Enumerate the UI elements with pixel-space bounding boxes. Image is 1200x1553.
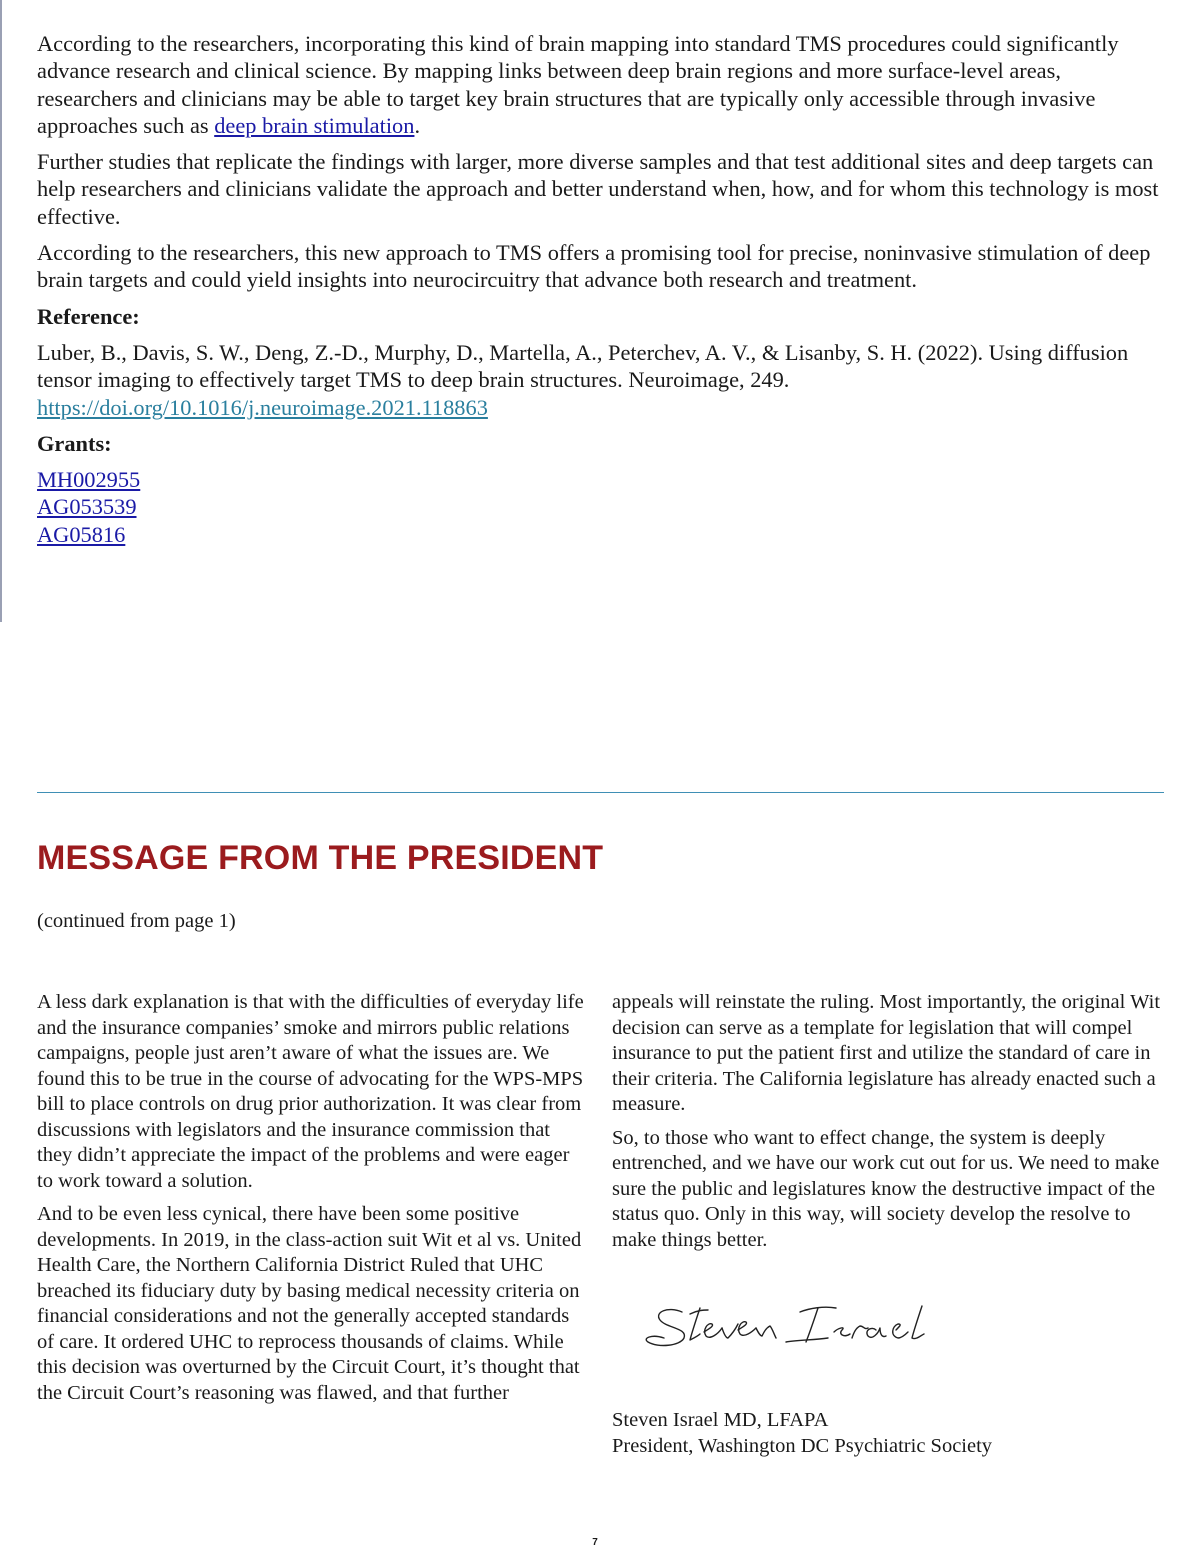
left-paragraph-2: And to be even less cynical, there have been some positive developments. In 2019, in the class-action suit Wit et al vs. United Health Care, the Northern California District Ruled that UHC breached its fiduciary duty by basing medical necessity criteria on financial considerations and not the generally accepted standards of care. It ordered UHC to reprocess thousands of claims. While this decision was overturned by the Circuit Court, it’s thought that the Circuit Court’s reasoning was flawed, and that further	[37, 1203, 582, 1404]
grant-item	[37, 493, 1167, 520]
signer-name: Steven Israel MD, LFAPA	[612, 1409, 829, 1431]
right-column	[612, 990, 1168, 1261]
article-paragraph-1-text: According to the researchers, incorporating this kind of brain mapping into standard TMS procedures could significantly advance research and clinical science. By mapping links between deep brain regions and more surface-level areas, researchers and clinicians may be able to target key brain structures that are typically only accessible through invasive approaches such as	[37, 31, 1119, 138]
grant-item	[37, 466, 1167, 493]
section-title: MESSAGE FROM THE PRESIDENT	[37, 839, 604, 877]
grant-link-mh002955[interactable]: MH002955	[37, 467, 141, 493]
left-margin-rule	[0, 0, 2, 622]
article-paragraph-2: Further studies that replicate the findings with larger, more diverse samples and that test additional sites and deep targets can help researchers and clinicians validate the approach and better understand when, how, and for whom this technology is most effective.	[37, 149, 1159, 229]
signer-block	[612, 1407, 992, 1459]
deep-brain-stimulation-link[interactable]: deep brain stimulation	[214, 112, 415, 138]
grants-list	[37, 466, 1167, 548]
article-paragraph-1-end: .	[414, 112, 421, 138]
grant-link-ag053539[interactable]: AG053539	[37, 494, 137, 520]
grants-heading: Grants:	[37, 430, 112, 456]
continued-note: (continued from page 1)	[37, 910, 236, 932]
right-paragraph-1: appeals will reinstate the ruling. Most importantly, the original Wit decision can serve as a template for legislation that will compel insurance to put the patient first and utilize the standard of care in their criteria. The California legislature has already enacted such a measure.	[612, 991, 1161, 1115]
right-paragraph-2: So, to those who want to effect change, the system is deeply entrenched, and we have our work cut out for us. We need to make sure the public and legislatures know the destructive impact of the status quo. Only in this way, will society develop the resolve to make things better.	[612, 1126, 1160, 1251]
article-paragraph-3: According to the researchers, this new approach to TMS offers a promising tool for precise, noninvasive stimulation of deep brain targets and could yield insights into neurocircuitry that advance both research and treatment.	[37, 240, 1151, 293]
left-paragraph-1: A less dark explanation is that with the difficulties of everyday life and the insurance companies’ smoke and mirrors public relations campaigns, people just aren’t aware of what the issues are. We found this to be true in the course of advocating for the WPS-MPS bill to place controls on drug prior authorization. It was clear from discussions with legislators and the insurance commission that they didn’t appreciate the impact of the problems and were eager to work toward a solution.	[37, 991, 584, 1192]
grant-item	[37, 521, 1167, 548]
signer-title: President, Washington DC Psychiatric Society	[612, 1435, 993, 1457]
reference-doi-link[interactable]: https://doi.org/10.1016/j.neuroimage.2021.118863	[37, 394, 488, 420]
article-continuation	[37, 30, 1167, 548]
reference-citation	[37, 339, 1167, 421]
left-column	[37, 990, 589, 1414]
section-divider	[37, 792, 1164, 793]
reference-heading: Reference:	[37, 303, 140, 329]
reference-text: Luber, B., Davis, S. W., Deng, Z.-D., Murphy, D., Martella, A., Peterchev, A. V., & Lisanby, S. H. (2022). Using diffusion tensor imaging to effectively target TMS to deep brain structures. Neuroimage, 249.	[37, 339, 1129, 393]
article-paragraph-1	[37, 30, 1167, 139]
signature-svg	[638, 1298, 928, 1360]
signature-image	[638, 1298, 928, 1360]
grant-link-ag05816[interactable]: AG05816	[37, 521, 126, 547]
page-number: 7	[592, 1537, 598, 1548]
